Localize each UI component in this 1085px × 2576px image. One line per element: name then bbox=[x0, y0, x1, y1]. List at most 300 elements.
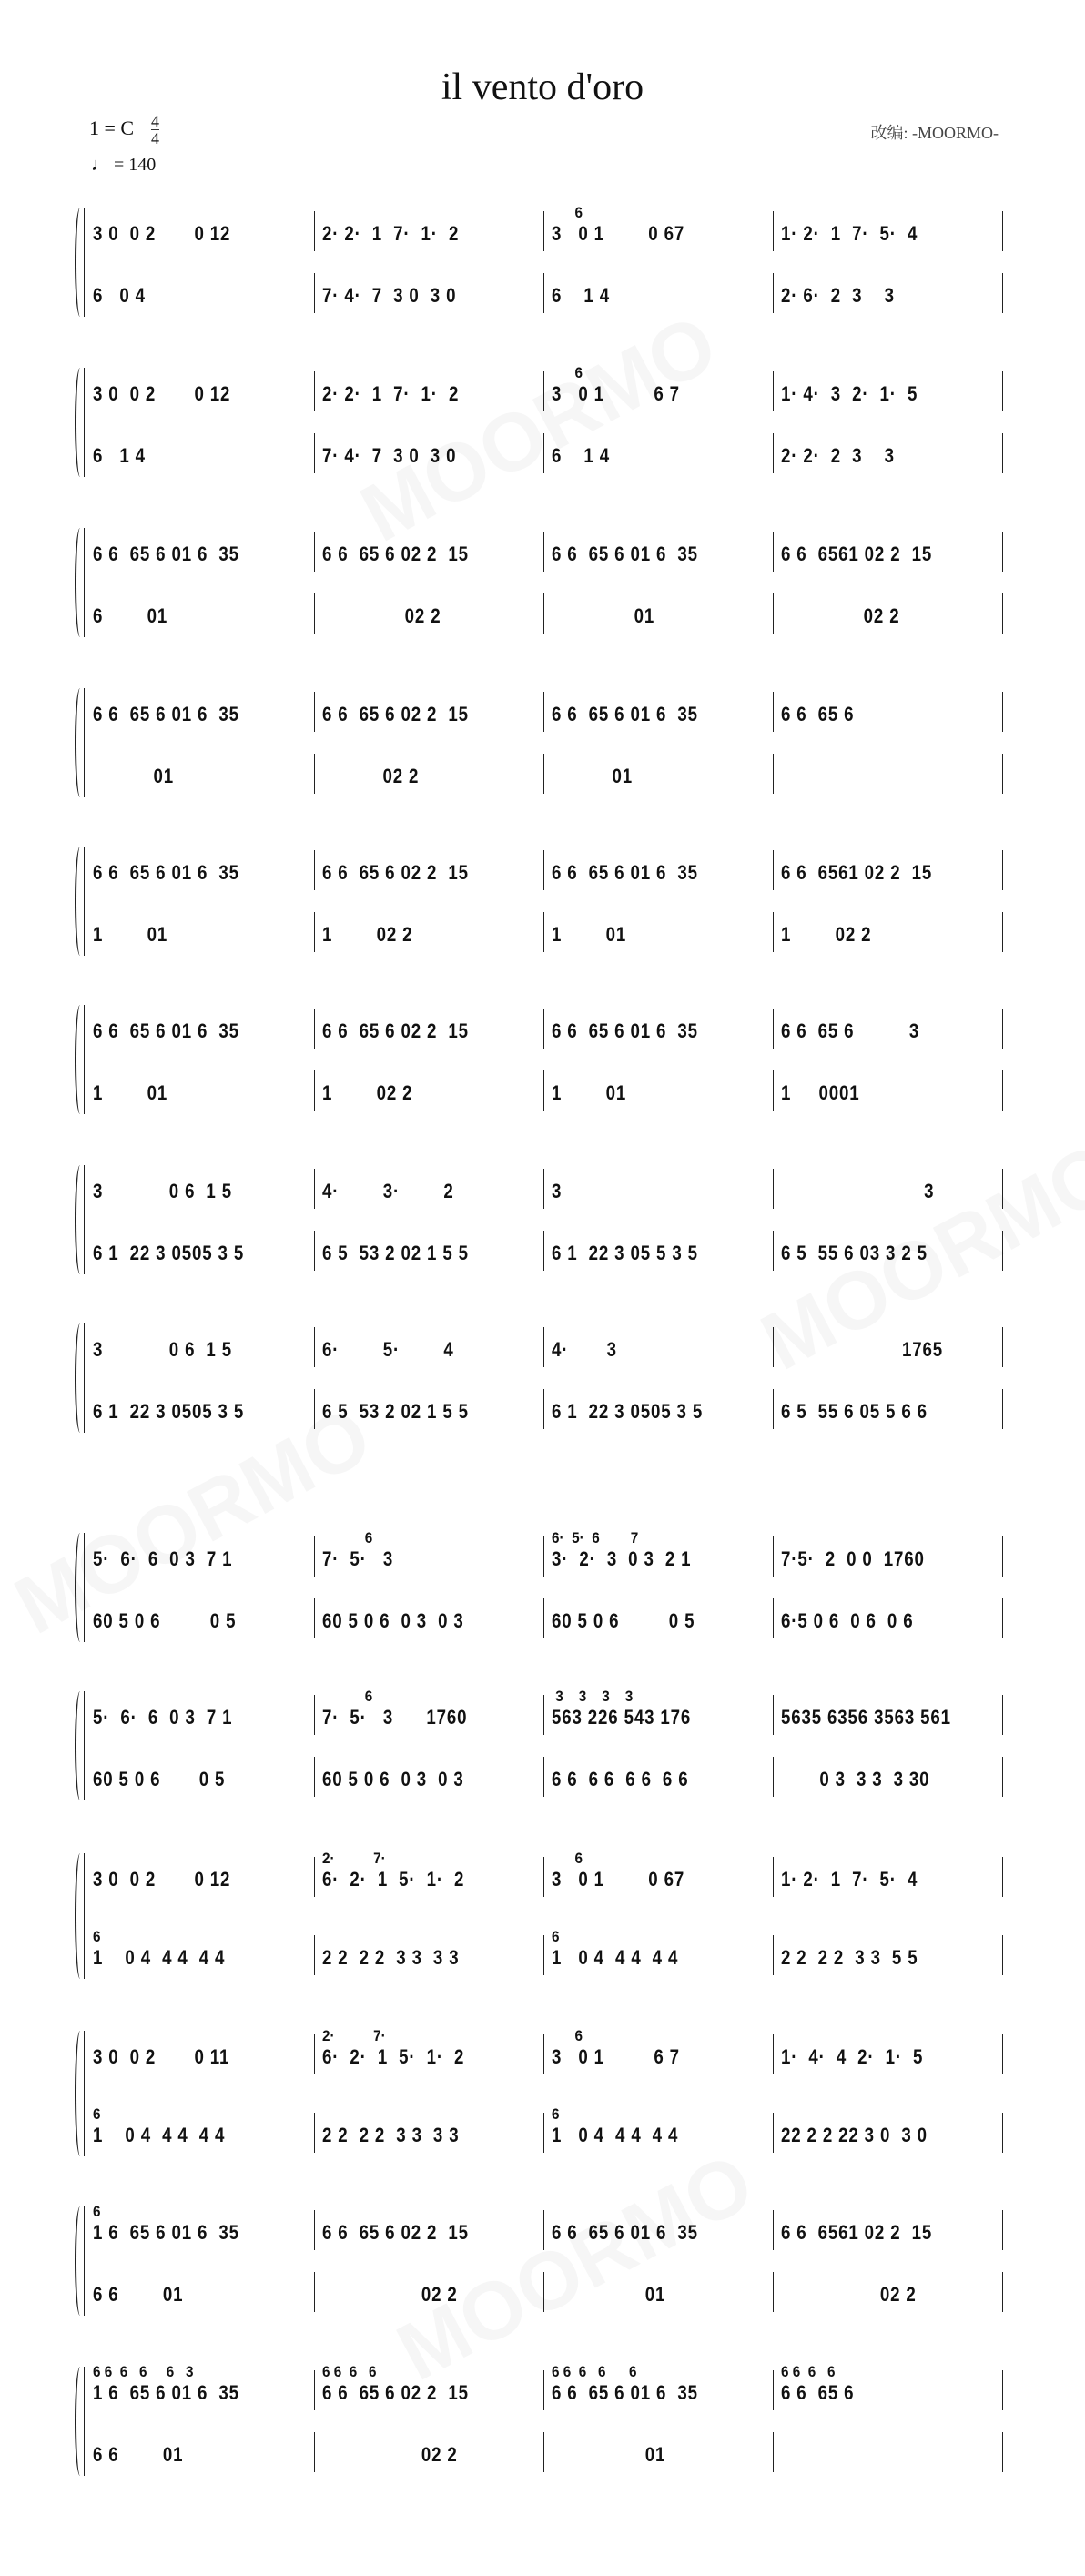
measure bbox=[315, 1935, 544, 1975]
upper-voice-notes: 6 bbox=[552, 204, 583, 221]
measure-notes: 01 bbox=[93, 765, 175, 787]
upper-voice-notes: 6 6 6 6 bbox=[781, 2363, 836, 2380]
measure bbox=[774, 1857, 1003, 1897]
measure bbox=[86, 2105, 315, 2153]
upper-voice-notes: 6 bbox=[322, 1529, 373, 1547]
measure bbox=[315, 2027, 544, 2074]
measure-notes: 3 0 1 0 67 bbox=[552, 222, 685, 245]
measure bbox=[544, 1688, 774, 1735]
bass-staff bbox=[86, 1389, 1003, 1429]
measure-notes: 1· 2· 1 7· 5· 4 bbox=[781, 1868, 918, 1891]
measure bbox=[86, 1070, 315, 1111]
measure-notes: 02 2 bbox=[781, 2283, 917, 2306]
score-system bbox=[75, 2363, 1003, 2472]
measure bbox=[774, 1009, 1003, 1049]
measure-notes: 1765 bbox=[781, 1338, 944, 1361]
measure bbox=[774, 371, 1003, 411]
measure bbox=[544, 1009, 774, 1049]
treble-staff bbox=[86, 850, 1003, 890]
measure-notes: 4· 3· 2 bbox=[322, 1180, 454, 1202]
system-barline bbox=[84, 208, 85, 317]
measure-notes: 7· 5· 3 bbox=[322, 1547, 394, 1570]
measure-notes: 1 01 bbox=[552, 1081, 627, 1104]
measure-notes: 6 6 65 6 bbox=[781, 703, 855, 725]
measure-notes: 3· 2· 3 0 3 2 1 bbox=[552, 1547, 692, 1570]
measure bbox=[315, 2363, 544, 2410]
upper-voice-notes: 6 bbox=[552, 2105, 560, 2123]
measure-notes: 3 0 0 2 0 12 bbox=[93, 1868, 231, 1891]
measure bbox=[86, 593, 315, 634]
measure-notes: 6 1 22 3 0505 3 5 bbox=[93, 1242, 245, 1264]
measure bbox=[544, 593, 774, 634]
bass-staff bbox=[86, 2272, 1003, 2312]
score-system bbox=[75, 1169, 1003, 1271]
measure-notes: 3 0 6 1 5 bbox=[93, 1338, 232, 1361]
measure-notes: 3 0 1 6 7 bbox=[552, 2045, 680, 2068]
bass-staff bbox=[86, 1757, 1003, 1797]
measure bbox=[774, 593, 1003, 634]
measure bbox=[544, 1327, 774, 1367]
measure bbox=[774, 2113, 1003, 2153]
measure bbox=[315, 1070, 544, 1111]
bass-staff bbox=[86, 1070, 1003, 1111]
measure bbox=[86, 1536, 315, 1577]
measure bbox=[86, 1757, 315, 1797]
measure-notes: 6 1 4 bbox=[93, 444, 146, 467]
measure bbox=[86, 912, 315, 952]
tempo-marking: ♩ = 140 bbox=[91, 155, 157, 175]
treble-staff bbox=[86, 2203, 1003, 2250]
upper-voice-notes: 6· 5· 6 7 bbox=[552, 1529, 639, 1547]
bass-staff bbox=[86, 433, 1003, 473]
upper-voice-notes: 6 bbox=[552, 2027, 583, 2044]
measure bbox=[315, 1757, 544, 1797]
measure-notes: 6 6 65 6 01 6 35 bbox=[93, 861, 239, 884]
measure-notes: 1 01 bbox=[93, 923, 168, 946]
score-system bbox=[75, 204, 1003, 313]
measure-notes: 1 0 4 4 4 4 4 bbox=[93, 1946, 226, 1969]
measure bbox=[315, 1169, 544, 1209]
measure bbox=[774, 912, 1003, 952]
treble-staff bbox=[86, 1169, 1003, 1209]
measure-notes: 3 bbox=[781, 1180, 935, 1202]
bass-staff bbox=[86, 1231, 1003, 1271]
measure-notes: 6 1 4 bbox=[552, 444, 610, 467]
measure-notes: 6 6 65 6 3 bbox=[781, 1019, 920, 1042]
measure-notes: 6 6 65 6 01 6 35 bbox=[552, 703, 698, 725]
measure-notes: 6 6 65 6 02 2 15 bbox=[322, 2381, 469, 2404]
measure-notes: 6 5 53 2 02 1 5 5 bbox=[322, 1242, 469, 1264]
measure bbox=[544, 433, 774, 473]
measure-notes: 6 6 65 6 bbox=[781, 2381, 855, 2404]
time-signature bbox=[151, 113, 159, 147]
measure-notes: 6 1 22 3 0505 3 5 bbox=[552, 1400, 704, 1423]
measure bbox=[86, 1009, 315, 1049]
measure bbox=[86, 1389, 315, 1429]
system-barline bbox=[84, 368, 85, 477]
measure bbox=[774, 1389, 1003, 1429]
measure-notes: 6·5 0 6 0 6 0 6 bbox=[781, 1609, 914, 1632]
system-barline bbox=[84, 847, 85, 956]
measure bbox=[315, 433, 544, 473]
measure-notes: 6 6 01 bbox=[93, 2443, 184, 2466]
measure bbox=[774, 2272, 1003, 2312]
measure bbox=[544, 912, 774, 952]
measure bbox=[544, 1598, 774, 1638]
treble-staff bbox=[86, 532, 1003, 572]
bass-staff bbox=[86, 593, 1003, 634]
treble-staff bbox=[86, 364, 1003, 411]
measure-notes: 6 6 65 6 01 6 35 bbox=[552, 2221, 698, 2244]
measure-notes: 3 0 1 6 7 bbox=[552, 382, 680, 405]
measure-notes: 7· 4· 7 3 0 3 0 bbox=[322, 444, 457, 467]
measure-notes: 02 2 bbox=[322, 765, 420, 787]
measure-notes: 6 6 6561 02 2 15 bbox=[781, 2221, 933, 2244]
score-system bbox=[75, 532, 1003, 634]
measure-notes: 02 2 bbox=[322, 2283, 458, 2306]
measure-notes: 60 5 0 6 0 3 0 3 bbox=[322, 1609, 464, 1632]
measure bbox=[544, 2210, 774, 2250]
treble-staff bbox=[86, 692, 1003, 732]
bass-staff bbox=[86, 1598, 1003, 1638]
measure bbox=[315, 2432, 544, 2472]
treble-staff bbox=[86, 204, 1003, 251]
upper-voice-notes: 6 6 6 6 6 bbox=[552, 2363, 637, 2380]
measure bbox=[315, 2210, 544, 2250]
measure-notes: 6 1 22 3 05 5 3 5 bbox=[552, 1242, 698, 1264]
measure-notes: 2· 6· 2 3 3 bbox=[781, 284, 895, 307]
treble-staff bbox=[86, 2363, 1003, 2410]
measure-notes: 3 0 1 0 67 bbox=[552, 1868, 685, 1891]
measure bbox=[774, 1695, 1003, 1735]
measure bbox=[774, 1935, 1003, 1975]
measure-notes: 6 6 65 6 01 6 35 bbox=[552, 2381, 698, 2404]
measure-notes: 1 01 bbox=[552, 923, 627, 946]
measure bbox=[544, 1169, 774, 1209]
measure bbox=[774, 754, 1003, 794]
measure-notes: 6· 2· 1 5· 1· 2 bbox=[322, 1868, 465, 1891]
system-barline bbox=[84, 1165, 85, 1274]
measure-notes: 6 6 65 6 01 6 35 bbox=[552, 543, 698, 565]
measure bbox=[86, 433, 315, 473]
measure bbox=[86, 1857, 315, 1897]
measure-notes: 1 0 4 4 4 4 4 bbox=[552, 2124, 679, 2146]
upper-voice-notes: 2· 7· bbox=[322, 2027, 386, 2044]
measure-notes: 1 02 2 bbox=[781, 923, 872, 946]
measure-notes: 6 6 65 6 02 2 15 bbox=[322, 543, 469, 565]
measure bbox=[544, 1529, 774, 1577]
measure bbox=[86, 211, 315, 251]
measure bbox=[315, 1598, 544, 1638]
bass-staff bbox=[86, 1928, 1003, 1975]
measure-notes: 3 0 0 2 0 12 bbox=[93, 382, 231, 405]
measure bbox=[544, 1850, 774, 1897]
measure-notes: 2· 2· 1 7· 1· 2 bbox=[322, 222, 460, 245]
measure bbox=[544, 2272, 774, 2312]
measure-notes: 6 5 53 2 02 1 5 5 bbox=[322, 1400, 469, 1423]
measure bbox=[315, 593, 544, 634]
system-barline bbox=[84, 2367, 85, 2476]
treble-staff bbox=[86, 2027, 1003, 2074]
measure bbox=[774, 532, 1003, 572]
upper-voice-notes: 3 3 3 3 bbox=[552, 1688, 634, 1705]
measure bbox=[86, 2363, 315, 2410]
upper-voice-notes: 6 bbox=[552, 364, 583, 381]
measure bbox=[774, 2034, 1003, 2074]
measure bbox=[315, 1327, 544, 1367]
measure-notes: 1 0 4 4 4 4 4 bbox=[552, 1946, 679, 1969]
measure-notes: 3 0 0 2 0 12 bbox=[93, 222, 231, 245]
measure-notes: 3 bbox=[552, 1180, 563, 1202]
score-system bbox=[75, 692, 1003, 794]
measure bbox=[315, 2113, 544, 2153]
measure-notes: 2· 2· 1 7· 1· 2 bbox=[322, 382, 460, 405]
measure bbox=[544, 850, 774, 890]
measure bbox=[544, 1231, 774, 1271]
system-barline bbox=[84, 1323, 85, 1433]
measure bbox=[774, 1327, 1003, 1367]
measure-notes: 6 5 55 6 05 5 6 6 bbox=[781, 1400, 928, 1423]
bass-staff bbox=[86, 273, 1003, 313]
upper-voice-notes: 6 bbox=[93, 2203, 101, 2220]
measure bbox=[774, 2363, 1003, 2410]
measure bbox=[86, 1695, 315, 1735]
system-barline bbox=[84, 528, 85, 637]
measure bbox=[86, 850, 315, 890]
system-barline bbox=[84, 2031, 85, 2156]
measure-notes: 2 2 2 2 3 3 3 3 bbox=[322, 1946, 460, 1969]
measure bbox=[544, 692, 774, 732]
measure-notes: 1 0001 bbox=[781, 1081, 860, 1104]
measure bbox=[774, 692, 1003, 732]
measure-notes: 5· 6· 6 0 3 7 1 bbox=[93, 1706, 233, 1729]
measure bbox=[774, 1231, 1003, 1271]
system-barline bbox=[84, 1533, 85, 1642]
measure bbox=[774, 211, 1003, 251]
system-barline bbox=[84, 1691, 85, 1800]
upper-voice-notes: 6 bbox=[552, 1850, 583, 1867]
song-title: il vento d'oro bbox=[441, 66, 644, 108]
measure bbox=[315, 850, 544, 890]
measure-notes: 6· 2· 1 5· 1· 2 bbox=[322, 2045, 465, 2068]
measure-notes: 01 bbox=[552, 2443, 666, 2466]
system-barline bbox=[84, 1853, 85, 1979]
measure bbox=[86, 754, 315, 794]
bass-staff bbox=[86, 2432, 1003, 2472]
measure bbox=[315, 273, 544, 313]
measure bbox=[315, 1009, 544, 1049]
measure-notes: 1 6 65 6 01 6 35 bbox=[93, 2221, 239, 2244]
measure-notes: 01 bbox=[552, 604, 655, 627]
time-signature-top: 4 bbox=[151, 112, 159, 130]
score-system bbox=[75, 2027, 1003, 2153]
upper-voice-notes: 6 bbox=[322, 1688, 373, 1705]
score-system bbox=[75, 364, 1003, 473]
measure bbox=[774, 850, 1003, 890]
measure-notes: 4· 3 bbox=[552, 1338, 617, 1361]
measure bbox=[315, 1850, 544, 1897]
measure-notes: 1· 4· 4 2· 1· 5 bbox=[781, 2045, 924, 2068]
score-system bbox=[75, 2203, 1003, 2312]
measure bbox=[315, 1231, 544, 1271]
measure bbox=[315, 371, 544, 411]
measure bbox=[315, 211, 544, 251]
measure bbox=[86, 692, 315, 732]
measure-notes: 2· 2· 2 3 3 bbox=[781, 444, 895, 467]
measure bbox=[774, 2210, 1003, 2250]
measure-notes: 6 6 65 6 02 2 15 bbox=[322, 2221, 469, 2244]
measure bbox=[86, 2272, 315, 2312]
measure-notes: 1· 2· 1 7· 5· 4 bbox=[781, 222, 918, 245]
measure-notes: 02 2 bbox=[322, 604, 441, 627]
measure-notes: 60 5 0 6 0 5 bbox=[93, 1609, 237, 1632]
measure-notes: 60 5 0 6 0 3 0 3 bbox=[322, 1768, 464, 1790]
measure bbox=[544, 1389, 774, 1429]
upper-voice-notes: 6 bbox=[552, 1928, 560, 1945]
measure-notes: 01 bbox=[552, 765, 634, 787]
measure bbox=[86, 1231, 315, 1271]
measure bbox=[315, 1529, 544, 1577]
measure bbox=[544, 2105, 774, 2153]
measure bbox=[86, 1598, 315, 1638]
measure-notes: 5· 6· 6 0 3 7 1 bbox=[93, 1547, 233, 1570]
measure bbox=[315, 1688, 544, 1735]
measure bbox=[544, 1928, 774, 1975]
measure-notes: 6 1 22 3 0505 3 5 bbox=[93, 1400, 245, 1423]
measure-notes: 5635 6356 3563 561 bbox=[781, 1706, 951, 1729]
measure bbox=[774, 1536, 1003, 1577]
measure bbox=[774, 1070, 1003, 1111]
treble-staff bbox=[86, 1327, 1003, 1367]
measure-notes: 6 6 65 6 01 6 35 bbox=[93, 543, 239, 565]
score-system bbox=[75, 1009, 1003, 1111]
measure bbox=[774, 1598, 1003, 1638]
measure-notes: 6 5 55 6 03 3 2 5 bbox=[781, 1242, 928, 1264]
measure bbox=[544, 2432, 774, 2472]
measure bbox=[315, 912, 544, 952]
upper-voice-notes: 6 bbox=[93, 1928, 101, 1945]
measure bbox=[774, 1169, 1003, 1209]
measure-notes: 6 6 65 6 02 2 15 bbox=[322, 1019, 469, 1042]
measure-notes: 2 2 2 2 3 3 5 5 bbox=[781, 1946, 918, 1969]
arranger-credit: 改编: -MOORMO- bbox=[870, 124, 999, 142]
measure-notes: 2 2 2 2 3 3 3 3 bbox=[322, 2124, 460, 2146]
measure bbox=[86, 273, 315, 313]
measure bbox=[315, 532, 544, 572]
key-signature: 1 = C bbox=[89, 117, 135, 139]
measure-notes: 1· 4· 3 2· 1· 5 bbox=[781, 382, 918, 405]
system-barline bbox=[84, 688, 85, 797]
upper-voice-notes: 6 bbox=[93, 2105, 101, 2123]
score-system bbox=[75, 1688, 1003, 1797]
upper-voice-notes: 6 6 6 6 bbox=[322, 2363, 377, 2380]
treble-staff bbox=[86, 1529, 1003, 1577]
measure-notes: 6 6 65 6 01 6 35 bbox=[552, 1019, 698, 1042]
measure bbox=[86, 371, 315, 411]
system-barline bbox=[84, 2206, 85, 2316]
measure-notes: 6 6 65 6 01 6 35 bbox=[93, 1019, 239, 1042]
measure bbox=[315, 1389, 544, 1429]
score-system bbox=[75, 850, 1003, 952]
measure bbox=[774, 273, 1003, 313]
measure bbox=[315, 2272, 544, 2312]
measure-notes: 6 6 65 6 01 6 35 bbox=[552, 861, 698, 884]
measure-notes: 1 0 4 4 4 4 4 bbox=[93, 2124, 226, 2146]
measure-notes: 6 6 6561 02 2 15 bbox=[781, 543, 933, 565]
measure bbox=[544, 2363, 774, 2410]
measure bbox=[544, 364, 774, 411]
measure-notes: 01 bbox=[552, 2283, 666, 2306]
measure-notes: 6 6 65 6 02 2 15 bbox=[322, 703, 469, 725]
upper-voice-notes: 2· 7· bbox=[322, 1850, 386, 1867]
measure bbox=[315, 692, 544, 732]
measure bbox=[86, 2034, 315, 2074]
measure-notes: 0 3 3 3 3 30 bbox=[781, 1768, 930, 1790]
measure-notes: 6 6 6 6 6 6 6 6 bbox=[552, 1768, 689, 1790]
measure bbox=[544, 1757, 774, 1797]
measure-notes: 1 6 65 6 01 6 35 bbox=[93, 2381, 239, 2404]
bass-staff bbox=[86, 912, 1003, 952]
measure-notes: 7· 4· 7 3 0 3 0 bbox=[322, 284, 457, 307]
treble-staff bbox=[86, 1009, 1003, 1049]
measure-notes: 6 01 bbox=[93, 604, 168, 627]
measure bbox=[86, 2432, 315, 2472]
score-system bbox=[75, 1850, 1003, 1975]
measure bbox=[86, 1327, 315, 1367]
measure bbox=[86, 532, 315, 572]
measure-notes: 6 6 6561 02 2 15 bbox=[781, 861, 933, 884]
measure bbox=[544, 273, 774, 313]
score-system bbox=[75, 1327, 1003, 1429]
measure bbox=[544, 1070, 774, 1111]
measure-notes: 6 6 65 6 02 2 15 bbox=[322, 861, 469, 884]
measure bbox=[774, 433, 1003, 473]
measure bbox=[544, 2027, 774, 2074]
measure bbox=[86, 1928, 315, 1975]
bass-staff bbox=[86, 2105, 1003, 2153]
measure-notes: 60 5 0 6 0 5 bbox=[552, 1609, 695, 1632]
measure-notes: 6 6 65 6 01 6 35 bbox=[93, 703, 239, 725]
time-signature-bottom: 4 bbox=[151, 129, 159, 147]
measure-notes: 02 2 bbox=[781, 604, 900, 627]
measure bbox=[315, 754, 544, 794]
measure bbox=[774, 1757, 1003, 1797]
bass-staff bbox=[86, 754, 1003, 794]
measure-notes: 02 2 bbox=[322, 2443, 458, 2466]
measure-notes: 6 0 4 bbox=[93, 284, 146, 307]
measure bbox=[86, 1169, 315, 1209]
measure-notes: 22 2 2 22 3 0 3 0 bbox=[781, 2124, 928, 2146]
measure bbox=[544, 532, 774, 572]
score-system bbox=[75, 1529, 1003, 1638]
measure bbox=[544, 754, 774, 794]
measure bbox=[86, 2203, 315, 2250]
treble-staff bbox=[86, 1850, 1003, 1897]
measure bbox=[774, 2432, 1003, 2472]
measure-notes: 6 6 01 bbox=[93, 2283, 184, 2306]
measure-notes: 7·5· 2 0 0 1760 bbox=[781, 1547, 925, 1570]
measure-notes: 563 226 543 176 bbox=[552, 1706, 692, 1729]
measure-notes: 3 0 6 1 5 bbox=[93, 1180, 232, 1202]
upper-voice-notes: 6 6 6 6 6 3 bbox=[93, 2363, 194, 2380]
measure-notes: 3 0 0 2 0 11 bbox=[93, 2045, 230, 2068]
measure-notes: 1 02 2 bbox=[322, 1081, 413, 1104]
measure-notes: 60 5 0 6 0 5 bbox=[93, 1768, 226, 1790]
treble-staff bbox=[86, 1688, 1003, 1735]
measure-notes: 1 02 2 bbox=[322, 923, 413, 946]
measure-notes: 1 01 bbox=[93, 1081, 168, 1104]
measure-notes: 6· 5· 4 bbox=[322, 1338, 454, 1361]
